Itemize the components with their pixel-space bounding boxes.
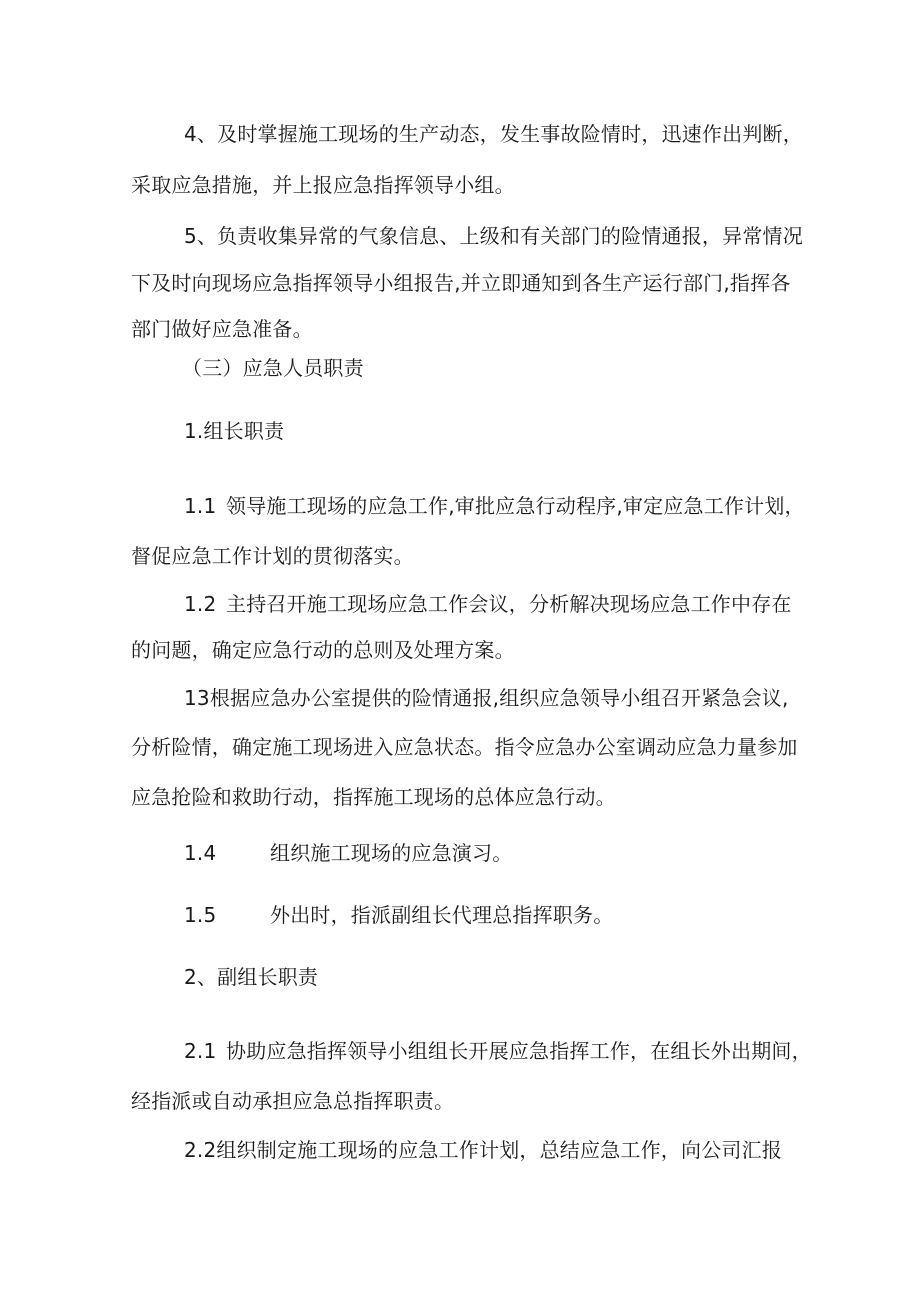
item-2-2-line-1: 2.2组织制定施工现场的应急工作计划，总结应急工作，向公司汇报 — [184, 1138, 783, 1162]
item-1-1-line-1 — [184, 493, 805, 519]
item-text: 领导施工现场的应急工作,审批应急行动程序,审定应急工作计划， — [226, 494, 805, 518]
item-text: 协助应急指挥领导小组组长开展应急指挥工作，在组长外出期间， — [226, 1039, 812, 1063]
item-1-2-line-1 — [184, 591, 792, 617]
item-2-1-line-1 — [184, 1038, 812, 1064]
paragraph-4-line-1: 4、及时掌握施工现场的生产动态，发生事故险情时，迅速作出判断， — [184, 122, 803, 146]
item-text: 外出时，指派副组长代理总指挥职务。 — [270, 903, 614, 927]
heading-deputy-duties: 2、副组长职责 — [184, 965, 319, 989]
item-1-3-line-3: 应急抢险和救助行动，指挥施工现场的总体应急行动。 — [131, 785, 616, 809]
item-number: 1.5 — [184, 903, 217, 927]
item-number: 1.2 — [184, 592, 217, 616]
item-number: 2.1 — [184, 1039, 217, 1063]
item-1-4 — [184, 840, 512, 866]
item-1-3-line-2: 分析险情，确定施工现场进入应急状态。指令应急办公室调动应急力量参加 — [131, 735, 798, 759]
paragraph-5-line-1: 5、负责收集异常的气象信息、上级和有关部门的险情通报，异常情况 — [184, 224, 803, 248]
item-number: 1.4 — [184, 841, 217, 865]
paragraph-4-line-2: 采取应急措施，并上报应急指挥领导小组。 — [131, 173, 515, 197]
item-2-1-line-2: 经指派或自动承担应急总指挥职责。 — [131, 1089, 455, 1113]
paragraph-5-line-3: 部门做好应急准备。 — [131, 317, 313, 341]
item-1-1-line-2: 督促应急工作计划的贯彻落实。 — [131, 544, 414, 568]
paragraph-5-line-2: 下及时向现场应急指挥领导小组报告,并立即通知到各生产运行部门,指挥各 — [131, 271, 791, 295]
item-1-5 — [184, 902, 613, 928]
heading-leader-duties: 1.组长职责 — [184, 419, 285, 443]
item-number: 1.1 — [184, 494, 217, 518]
section-heading-3: （三）应急人员职责 — [182, 356, 364, 380]
item-1-2-line-2: 的问题，确定应急行动的总则及处理方案。 — [131, 638, 515, 662]
item-text: 组织施工现场的应急演习。 — [270, 841, 513, 865]
item-text: 主持召开施工现场应急工作会议，分析解决现场应急工作中存在 — [226, 592, 792, 616]
item-1-3-line-1: 13根据应急办公室提供的险情通报,组织应急领导小组召开紧急会议, — [184, 686, 789, 710]
